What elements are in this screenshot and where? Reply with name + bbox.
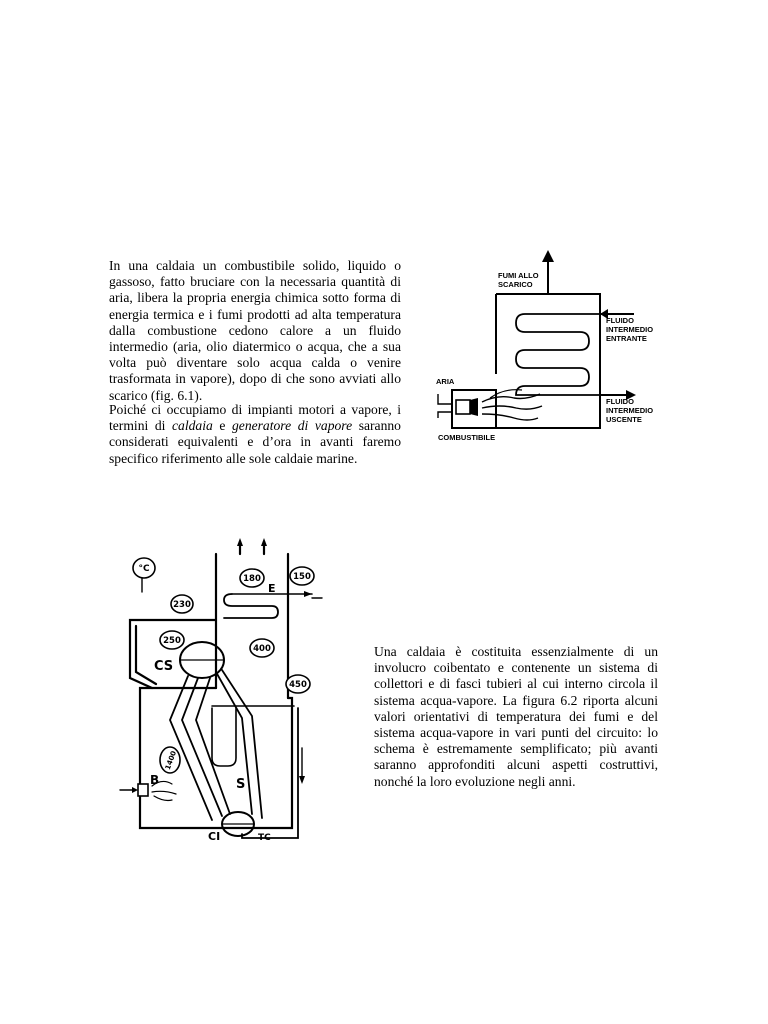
label-entrante-2: INTERMEDIO <box>606 325 654 334</box>
marine-boiler-paragraph <box>109 402 401 467</box>
label-CI: CI <box>208 830 221 843</box>
unit-celsius: °C <box>138 564 150 574</box>
marine-boiler-svg <box>112 538 342 850</box>
label-fumi-2: SCARICO <box>498 280 533 289</box>
boiler-description-paragraph: Una caldaia è costituita essenzialmente di un involucro coibentato e contenente un sistema di collettori e di fasci tubieri al cui interno circola il sistema acqua-vapore. La figura 6.2 riporta alcuni valori orientativi di temperatura dei fumi e del sistema acqua-vapore in vari punti del circuito: lo schema è estremamente semplificato; più avanti saranno approfonditi alcuni aspetti costruttivi, nonché la loro evoluzione negli anni. <box>374 644 658 789</box>
label-CS: CS <box>154 659 174 674</box>
label-combustibile: COMBUSTIBILE <box>438 433 496 442</box>
label-uscente-3: USCENTE <box>606 415 642 424</box>
boiler-schematic-svg <box>430 248 700 448</box>
label-uscente-1: FLUIDO <box>606 397 634 406</box>
label-aria: ARIA <box>436 377 455 386</box>
temp-400: 400 <box>253 644 271 654</box>
label-fumi-1: FUMI ALLO <box>498 271 539 280</box>
label-S: S <box>236 777 246 792</box>
temp-180: 180 <box>243 574 261 584</box>
temp-1400: 1400 <box>163 749 179 771</box>
p2-text-b: e <box>212 418 232 434</box>
intro-paragraph: In una caldaia un combustibile solido, liquido o gassoso, fatto bruciare con la necessaria quantità di aria, libera la propria energia chimica sotto forma di energia termica e i fumi prodotti ad alta temperatura dalla combustione cedono calore a un fluido intermedio (aria, olio diatermico o acqua, che a sua volta può diventare solo acqua calda o venire trasformata in vapore), dopo di che sono avviati allo scarico (fig. 6.1). <box>109 258 401 403</box>
temp-150: 150 <box>293 572 311 582</box>
p2-text-a: Poiché ci occupiamo di impianti motori a vapore, i termini di <box>109 402 401 434</box>
term-generatore: generatore di vapore <box>231 418 353 434</box>
temp-250: 250 <box>163 636 181 646</box>
temp-230: 230 <box>173 600 191 610</box>
label-E: E <box>268 582 276 595</box>
label-entrante-3: ENTRANTE <box>606 334 647 343</box>
label-B: B <box>150 773 160 787</box>
figure-marine-boiler <box>112 538 342 850</box>
label-TC: TC <box>258 833 271 843</box>
label-uscente-2: INTERMEDIO <box>606 406 654 415</box>
temp-450: 450 <box>289 680 307 690</box>
label-entrante-1: FLUIDO <box>606 316 634 325</box>
figure-boiler-schematic <box>430 248 700 448</box>
p2-text-c: saranno considerati equivalenti e d’ora in avanti faremo specifico riferimento alle sole caldaie marine. <box>109 418 401 466</box>
term-caldaia: caldaia <box>172 418 213 434</box>
